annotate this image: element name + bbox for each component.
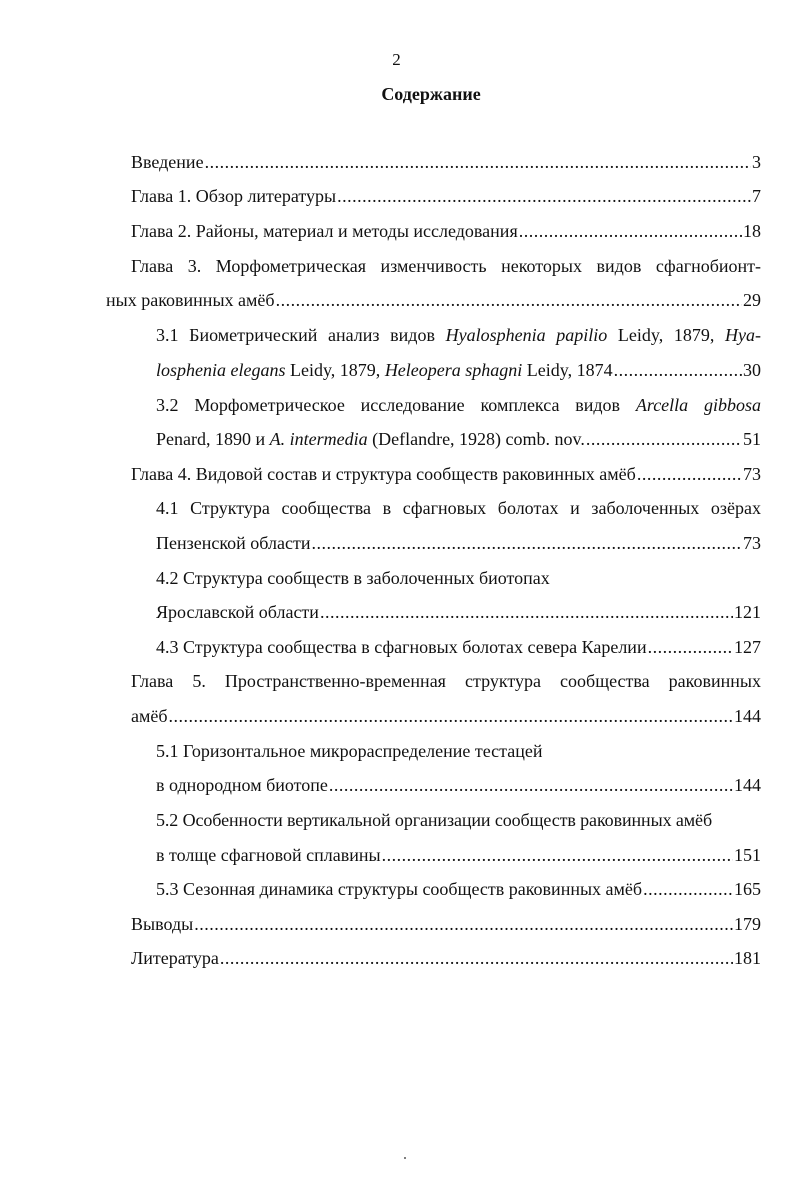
toc-entry-chapter-1	[131, 179, 761, 213]
toc-page-number: 179	[734, 914, 761, 934]
toc-entry-title: Выводы	[131, 914, 194, 934]
toc-entry-title: Пензенской области	[156, 533, 311, 553]
toc-entry-title: Глава 1. Обзор литературы	[131, 186, 337, 206]
dot-leader	[643, 872, 733, 906]
toc-page-number: 3	[752, 152, 761, 172]
toc-page-number: 121	[734, 602, 761, 622]
toc-entry-section-5-2-line-1: 5.2 Особенности вертикальной организации сообществ раковинных амёб	[156, 810, 712, 830]
dot-leader	[337, 179, 751, 213]
toc-page-number: 144	[734, 775, 761, 795]
toc-entry-chapter-4	[131, 457, 761, 491]
toc-entry-section-4-3	[156, 630, 761, 664]
dot-leader	[205, 145, 751, 179]
toc-entry-title: ных раковинных амёб	[106, 290, 275, 310]
scan-speck	[404, 1157, 406, 1159]
toc-entry-conclusions	[131, 907, 761, 941]
toc-entry-literature	[131, 941, 761, 975]
toc-entry-intro	[131, 145, 761, 179]
toc-entry-section-3-2-line-1: 3.2 Морфометрическое исследование комплекса видов Arcella gibbosa	[156, 395, 761, 415]
toc-entry-section-4-2-line-1: 4.2 Структура сообществ в заболоченных биотопах	[156, 568, 550, 588]
toc-page-number: 18	[743, 221, 761, 241]
toc-entry-chapter-2	[131, 214, 761, 248]
toc-entry-title: амёб	[131, 706, 168, 726]
dot-leader	[382, 838, 733, 872]
toc-entry-title: Литература	[131, 948, 219, 968]
toc-page-number: 73	[743, 464, 761, 484]
dot-leader	[311, 526, 742, 560]
dot-leader	[276, 283, 742, 317]
toc-entry-title: Глава 4. Видовой состав и структура сообществ раковинных амёб	[131, 464, 636, 484]
toc-entry-title: Глава 2. Районы, материал и методы исследования	[131, 221, 518, 241]
toc-entry-title: 4.3 Структура сообщества в сфагновых болотах севера Карелии	[156, 637, 647, 657]
toc-entry-section-3-1-line-1: 3.1 Биометрический анализ видов Hyalosphenia papilio Leidy, 1879, Hya-	[156, 325, 761, 345]
toc-entry-title: Ярославской области	[156, 602, 319, 622]
dot-leader	[519, 214, 742, 248]
toc-page-number: 151	[734, 845, 761, 865]
page-number: 2	[392, 50, 401, 69]
toc-entry-title: 5.3 Сезонная динамика структуры сообществ раковинных амёб	[156, 879, 643, 899]
toc-entry-section-3-2-line-2	[131, 422, 761, 456]
page-title: Содержание	[381, 84, 481, 104]
toc-entry-chapter-5-line-2	[131, 699, 761, 733]
dot-leader	[329, 768, 733, 802]
toc-entry-section-5-1-line-1: 5.1 Горизонтальное микрораспределение тестацей	[156, 741, 543, 761]
dot-leader	[637, 457, 742, 491]
toc-page-number: 73	[743, 533, 761, 553]
toc-entry-chapter-5-line-1: Глава 5. Пространственно-временная структура сообщества раковинных	[131, 671, 761, 691]
dot-leader	[220, 941, 733, 975]
dot-leader	[169, 699, 733, 733]
dot-leader	[648, 630, 733, 664]
toc-entry-section-4-1-line-1: 4.1 Структура сообщества в сфагновых болотах и заболоченных озёрах	[156, 498, 761, 518]
toc-entry-title: losphenia elegans Leidy, 1879, Heleopera sphagni Leidy, 1874	[156, 360, 613, 380]
toc-page-number: 7	[752, 186, 761, 206]
dot-leader	[320, 595, 733, 629]
toc-entry-section-5-1-line-2	[156, 768, 761, 802]
toc-page-number: 144	[734, 706, 761, 726]
toc-page-number: 127	[734, 637, 761, 657]
toc-page-number: 30	[743, 360, 761, 380]
toc-entry-chapter-3-line-1: Глава 3. Морфометрическая изменчивость некоторых видов сфагнобионт-	[131, 256, 761, 276]
toc-entry-section-5-2-line-2	[156, 838, 761, 872]
dot-leader	[614, 353, 742, 387]
dot-leader	[586, 422, 742, 456]
dot-leader	[194, 907, 733, 941]
toc-entry-section-4-2-line-2	[156, 595, 761, 629]
toc-entry-title: Penard, 1890 и A. intermedia (Deflandre, 1928) comb. nov.	[156, 429, 585, 449]
toc-page-number: 181	[734, 948, 761, 968]
toc-entry-chapter-3-line-2	[106, 283, 761, 317]
toc-entry-title: в толще сфагновой сплавины	[156, 845, 381, 865]
toc-page-number: 165	[734, 879, 761, 899]
toc-entry-section-3-1-line-2	[156, 353, 761, 387]
toc-entry-title: Введение	[131, 152, 204, 172]
toc-entry-section-4-1-line-2	[156, 526, 761, 560]
toc-page-number: 29	[743, 290, 761, 310]
toc-entry-title: в однородном биотопе	[156, 775, 328, 795]
toc-page-number: 51	[743, 429, 761, 449]
toc-entry-section-5-3	[156, 872, 761, 906]
